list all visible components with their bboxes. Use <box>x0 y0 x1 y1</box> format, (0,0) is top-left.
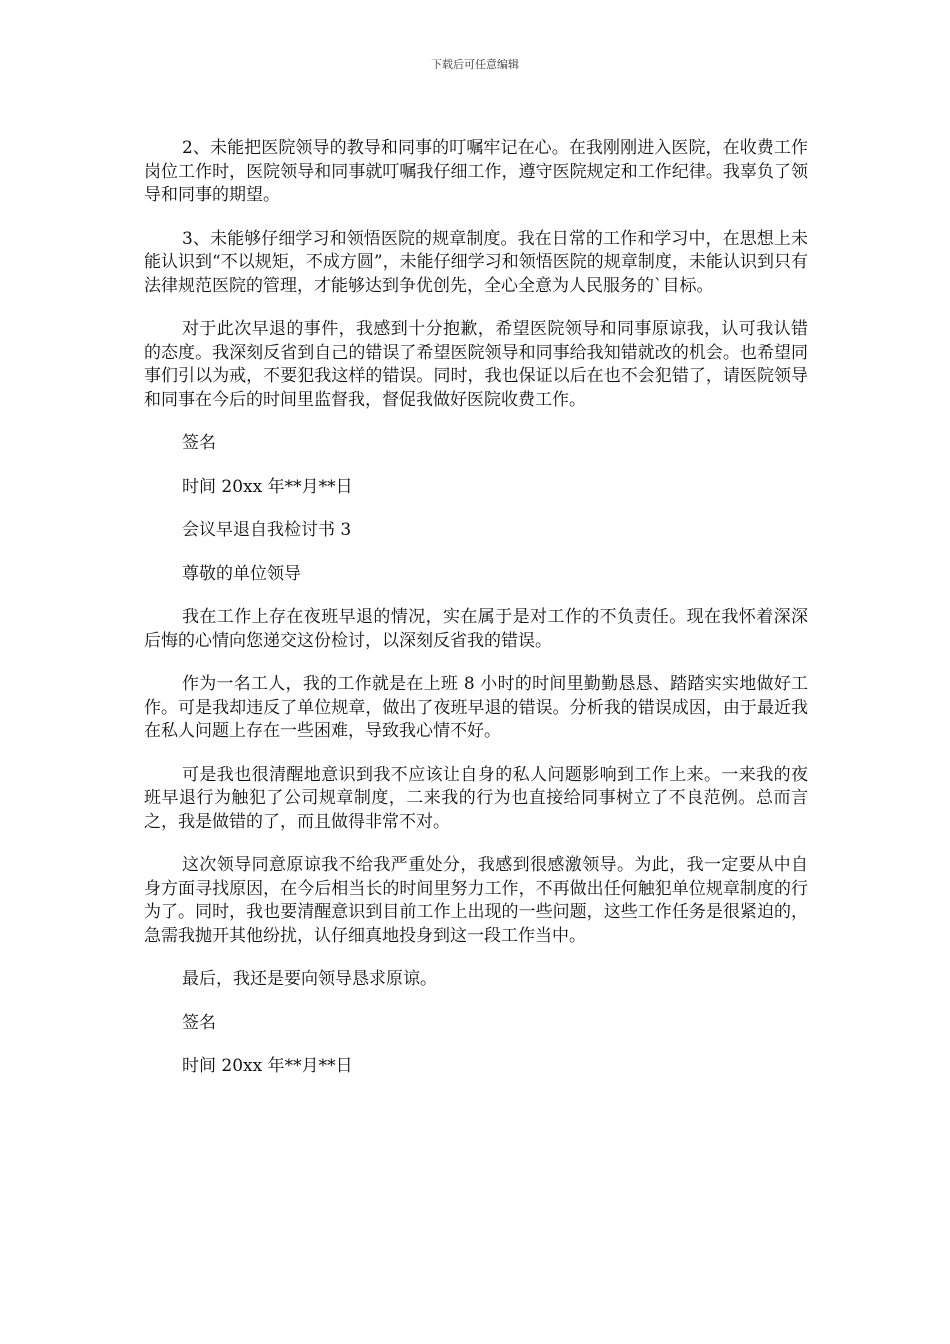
paragraph-analysis: 作为一名工人，我的工作就是在上班 8 小时的时间里勤勤恳恳、踏踏实实地做好工作。可是我却违反了单位规章，做出了夜班早退的错误。分析我的错误成因，由于最近我在私人问题上存在一些困难，导致我心情不好。 <box>144 674 808 741</box>
document-body <box>144 137 808 1099</box>
page-header: 下载后可任意编辑 <box>431 58 519 71</box>
signature-label: 签名 <box>182 433 216 453</box>
date-line: 时间 20xx 年**月**日 <box>182 1056 353 1076</box>
salutation: 尊敬的单位领导 <box>182 563 301 584</box>
paragraph-item-2: 2、未能把医院领导的教导和同事的叮嘱牢记在心。在我刚刚进入医院，在收费工作岗位工作时，医院领导和同事就叮嘱我仔细工作，遵守医院规定和工作纪律。我辜负了领导和同事的期望。 <box>144 138 808 205</box>
paragraph-realization: 可是我也很清醒地意识到我不应该让自身的私人问题影响到工作上来。一来我的夜班早退行为触犯了公司规章制度，二来我的行为也直接给同事树立了不良范例。总而言之，我是做错的了，而且做得非常不对。 <box>144 764 808 832</box>
paragraph-commitment: 这次领导同意原谅我不给我严重处分，我感到很感激领导。为此，我一定要从中自身方面寻找原因，在今后相当长的时间里努力工作，不再做出任何触犯单位规章制度的行为了。同时，我也要清醒意识到目前工作上出现的一些问题，这些工作任务是很紧迫的，急需我抛开其他纷扰，认仔细真地投身到这一段工作当中。 <box>144 855 808 946</box>
signature-label: 签名 <box>182 1012 216 1033</box>
paragraph-apology: 对于此次早退的事件，我感到十分抱歉，希望医院领导和同事原谅我，认可我认错的态度。我深刻反省到自己的错误了希望医院领导和同事给我知错就改的机会。也希望同事们引以为戒，不要犯我这样的错误。同时，我也保证以后在也不会犯错了，请医院领导和同事在今后的时间里监督我，督促我做好医院收费工作。 <box>144 319 808 410</box>
date-line: 时间 20xx 年**月**日 <box>182 476 353 497</box>
paragraph-intro: 我在工作上存在夜班早退的情况，实在属于是对工作的不负责任。现在我怀着深深后悔的心情向您递交这份检讨，以深刻反省我的错误。 <box>144 607 808 651</box>
section-title: 会议早退自我检讨书 3 <box>182 520 352 540</box>
paragraph-item-3: 3、未能够仔细学习和领悟医院的规章制度。我在日常的工作和学习中，在思想上未能认识到“不以规矩，不成方圆”，未能仔细学习和领悟医院的规章制度，未能认识到只有法律规范医院的管理，才能够达到争优创先，全心全意为人民服务的`目标。 <box>144 228 808 296</box>
paragraph-closing: 最后，我还是要向领导恳求原谅。 <box>182 969 437 989</box>
